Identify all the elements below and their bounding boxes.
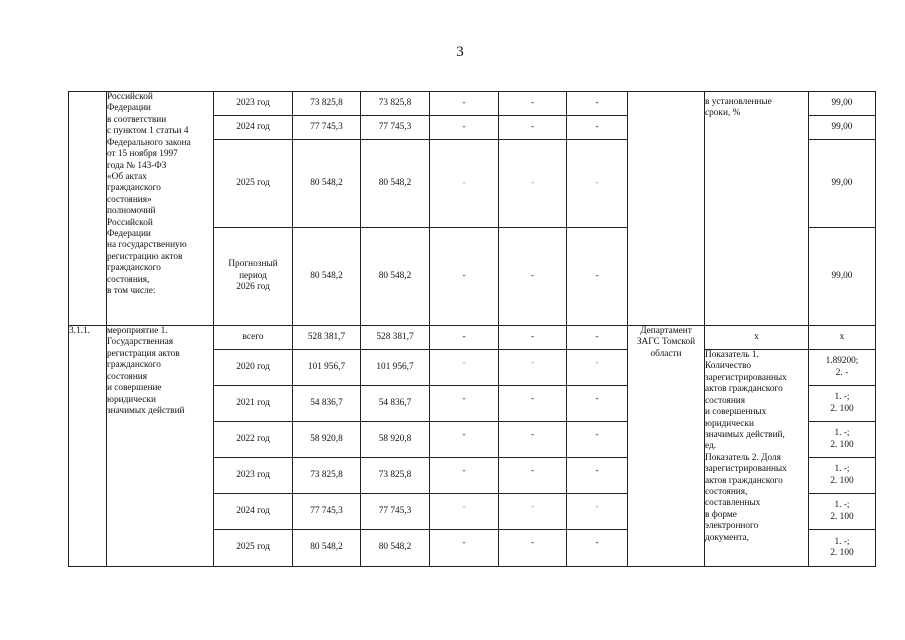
dash-cell: - xyxy=(499,140,567,228)
section-description: Российской Федерации в соответствии с пунктом 1 статьи 4 Федерального закона от 15 ноября 1997 года № 143-ФЗ «Об актах гражданского состояния» полномочий Российской Федерации на государственную регистрацию актов гражданского состояния, в том числе: xyxy=(107,92,214,326)
dash-mark: - xyxy=(530,538,535,549)
period-cell: 2024 год xyxy=(214,494,293,530)
dash-mark: - xyxy=(462,393,466,404)
period-cell: 2024 год xyxy=(214,116,293,140)
period-cell: 2021 год xyxy=(214,386,293,422)
dash-cell: - xyxy=(567,228,628,326)
dash-cell: - xyxy=(499,92,567,116)
dash-mark: - xyxy=(595,465,599,476)
total-cell: 528 381,7 xyxy=(293,326,361,350)
dash-cell xyxy=(499,386,567,422)
dash-mark: - xyxy=(595,501,599,512)
indicator-value: 99,00 xyxy=(809,140,876,228)
dash-cell xyxy=(499,350,567,386)
measure-code: 3.1.1. xyxy=(69,326,107,567)
indicator-value: 1. -; 2. 100 xyxy=(809,386,876,422)
dash-cell: - xyxy=(567,326,628,350)
dash-mark: - xyxy=(595,538,599,549)
dash-cell xyxy=(499,530,567,567)
federal-cell: 73 825,8 xyxy=(361,458,430,494)
dash-cell xyxy=(567,422,628,458)
indicator-value: 99,00 xyxy=(809,228,876,326)
indicator-value: 1. -; 2. 100 xyxy=(809,422,876,458)
indicator-value: 1. -; 2. 100 xyxy=(809,530,876,567)
dash-cell: - xyxy=(499,326,567,350)
federal-cell: 528 381,7 xyxy=(361,326,430,350)
total-cell: 80 548,2 xyxy=(293,530,361,567)
dash-cell xyxy=(499,494,567,530)
total-cell: 73 825,8 xyxy=(293,92,361,116)
period-cell: Прогнозный период 2026 год xyxy=(214,228,293,326)
period-cell: 2023 год xyxy=(214,458,293,494)
dash-cell: - xyxy=(430,116,499,140)
program-table xyxy=(68,91,876,567)
dash-cell xyxy=(567,386,628,422)
code-cell-empty xyxy=(69,92,107,326)
period-cell: 2020 год xyxy=(214,350,293,386)
indicator-cell: в установленные сроки, % xyxy=(705,92,809,326)
dash-mark: - xyxy=(530,393,535,404)
total-cell: 80 548,2 xyxy=(293,228,361,326)
dash-mark: - xyxy=(530,465,535,476)
dash-mark: - xyxy=(595,393,599,404)
total-cell: 54 836,7 xyxy=(293,386,361,422)
federal-cell: 58 920,8 xyxy=(361,422,430,458)
period-cell: 2025 год xyxy=(214,530,293,567)
page-number: 3 xyxy=(456,44,464,60)
dash-cell: - xyxy=(430,140,499,228)
federal-cell: 101 956,7 xyxy=(361,350,430,386)
federal-cell: 80 548,2 xyxy=(361,140,430,228)
dash-cell xyxy=(499,458,567,494)
dash-cell xyxy=(430,422,499,458)
dash-cell: - xyxy=(499,116,567,140)
indicator-value: х xyxy=(809,326,876,350)
dash-cell xyxy=(567,530,628,567)
dash-mark: - xyxy=(462,429,466,440)
dash-cell: - xyxy=(430,326,499,350)
dash-cell xyxy=(499,422,567,458)
dash-cell: - xyxy=(567,116,628,140)
dash-cell: - xyxy=(430,228,499,326)
dash-cell xyxy=(567,458,628,494)
table-row xyxy=(69,92,876,116)
indicator-value: 1.89200; 2. - xyxy=(809,350,876,386)
period-cell: 2025 год xyxy=(214,140,293,228)
department-cell-empty xyxy=(628,92,705,326)
dash-cell xyxy=(430,386,499,422)
period-cell: 2022 год xyxy=(214,422,293,458)
federal-cell: 80 548,2 xyxy=(361,228,430,326)
dash-mark: - xyxy=(595,429,599,440)
dash-mark: - xyxy=(462,538,466,549)
period-cell: всего xyxy=(214,326,293,350)
dash-cell: - xyxy=(499,228,567,326)
total-cell: 77 745,3 xyxy=(293,116,361,140)
federal-cell: 80 548,2 xyxy=(361,530,430,567)
dash-mark: - xyxy=(462,357,466,368)
dash-mark: - xyxy=(595,357,599,368)
dash-cell: - xyxy=(567,140,628,228)
dash-mark: - xyxy=(530,357,535,368)
dash-cell: - xyxy=(430,92,499,116)
dash-cell xyxy=(430,350,499,386)
dash-cell xyxy=(430,494,499,530)
dash-cell xyxy=(430,458,499,494)
dash-cell xyxy=(567,494,628,530)
federal-cell: 77 745,3 xyxy=(361,116,430,140)
indicators-text: Показатель 1. Количество зарегистрированных актов гражданского состояния и совершенных юридически значимых действий, ед. Показатель 2. Доля зарегистрированных актов гражданского состояния, составленных в форме электронного документа, xyxy=(705,350,809,567)
period-cell: 2023 год xyxy=(214,92,293,116)
federal-cell: 77 745,3 xyxy=(361,494,430,530)
total-cell: 77 745,3 xyxy=(293,494,361,530)
indicator-value: 1. -; 2. 100 xyxy=(809,494,876,530)
dash-mark: - xyxy=(462,465,466,476)
indicator-value: 99,00 xyxy=(809,116,876,140)
dash-cell: - xyxy=(567,92,628,116)
total-cell: 58 920,8 xyxy=(293,422,361,458)
dash-mark: - xyxy=(530,429,535,440)
department-cell: Департамент ЗАГС Томской области xyxy=(628,326,705,567)
indicator-value: 1. -; 2. 100 xyxy=(809,458,876,494)
dash-cell xyxy=(430,530,499,567)
total-cell: 73 825,8 xyxy=(293,458,361,494)
dash-mark: - xyxy=(462,501,466,512)
federal-cell: 73 825,8 xyxy=(361,92,430,116)
federal-cell: 54 836,7 xyxy=(361,386,430,422)
dash-mark: - xyxy=(530,501,535,512)
measure-description: мероприятие 1. Государственная регистрация актов гражданского состояния и совершение юридически значимых действий xyxy=(107,326,214,567)
total-cell: 101 956,7 xyxy=(293,350,361,386)
total-cell: 80 548,2 xyxy=(293,140,361,228)
indicator-cell: х xyxy=(705,326,809,350)
dash-cell xyxy=(567,350,628,386)
indicator-value: 99,00 xyxy=(809,92,876,116)
table-row xyxy=(69,326,876,350)
